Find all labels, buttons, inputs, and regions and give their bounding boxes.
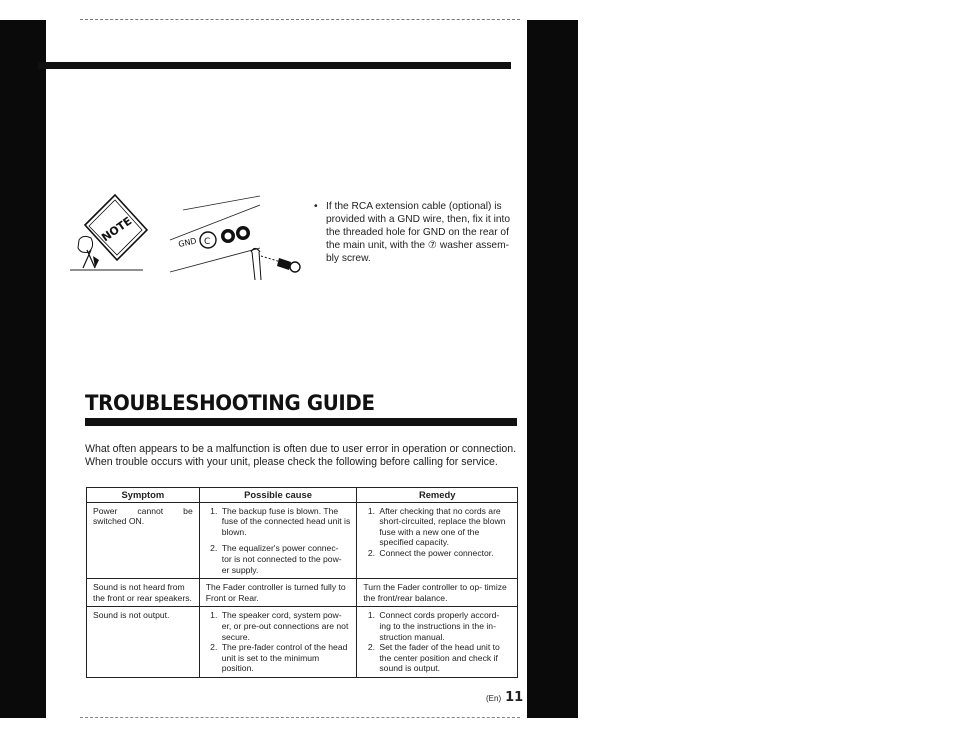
remedy-cell [357,607,518,678]
header-symptom: Symptom [87,488,200,503]
cause-cell [199,502,357,579]
page-number [486,690,523,705]
header-remedy: Remedy [357,488,518,503]
page-number-value: 11 [505,690,524,705]
symptom-cell: Power cannot be switched ON. [87,502,200,579]
cause-cell: The Fader controller is turned fully to Front or Rear. [199,579,357,607]
title-rule [85,418,517,426]
remedy-item: 2. Set the fader of the head unit to the center position and check if sound is output. [377,642,511,674]
remedy-cell [357,502,518,579]
scan-edge-bottom [80,717,520,718]
gnd-note-paragraph [314,200,524,265]
remedy-cell: Turn the Fader controller to op- timize the front/rear balance. [357,579,518,607]
gnd-connection-illustration [65,190,315,290]
scan-edge-top [80,19,520,20]
header-possible-cause: Possible cause [199,488,357,503]
cause-cell [199,607,357,678]
troubleshooting-table [86,487,518,678]
cause-item: 1. The speaker cord, system pow- er, or pre-out connections are not secure. [220,610,351,642]
gnd-terminal-icon [170,196,300,280]
cause-item: 2. The equalizer's power connec- tor is not connected to the pow- er supply. [220,543,351,575]
table-header-row [87,488,518,503]
remedy-item: 1. After checking that no cords are short-circuited, replace the blown fuse with a new one of the specified capacity. [377,506,511,548]
intro-paragraph: What often appears to be a malfunction is often due to user error in operation or connection. When trouble occurs with your unit, please check the following before calling for service. [85,443,517,468]
remedy-item: 2. Connect the power connector. [377,548,511,559]
cause-item: 1. The backup fuse is blown. The fuse of the connected head unit is blown. [220,506,351,538]
table-row [87,502,518,579]
table-row [87,579,518,607]
scan-border-right [527,20,578,718]
remedy-item: 1. Connect cords properly accord- ing to the instructions in the in- struction manual. [377,610,511,642]
gnd-note-text: If the RCA extension cable (optional) is provided with a GND wire, then, fix it into the threaded hole for GND on the rear of the main unit, with the ⑦ washer assem- bly screw. [326,201,511,264]
language-code: (En) [486,694,502,703]
scan-border-left [0,20,46,718]
svg-text:C: C [204,237,211,247]
bullet-icon: • [314,201,318,212]
page-title: TROUBLESHOOTING GUIDE [85,391,375,416]
header-rule [38,62,511,69]
symptom-cell: Sound is not heard from the front or rear speakers. [87,579,200,607]
cause-item: 2. The pre-fader control of the head unit is set to the minimum position. [220,642,351,674]
gnd-label: GND [177,236,198,249]
note-badge-icon [70,195,147,270]
symptom-cell: Sound is not output. [87,607,200,678]
note-badge-text: NOTE [99,214,135,245]
table-row [87,607,518,678]
